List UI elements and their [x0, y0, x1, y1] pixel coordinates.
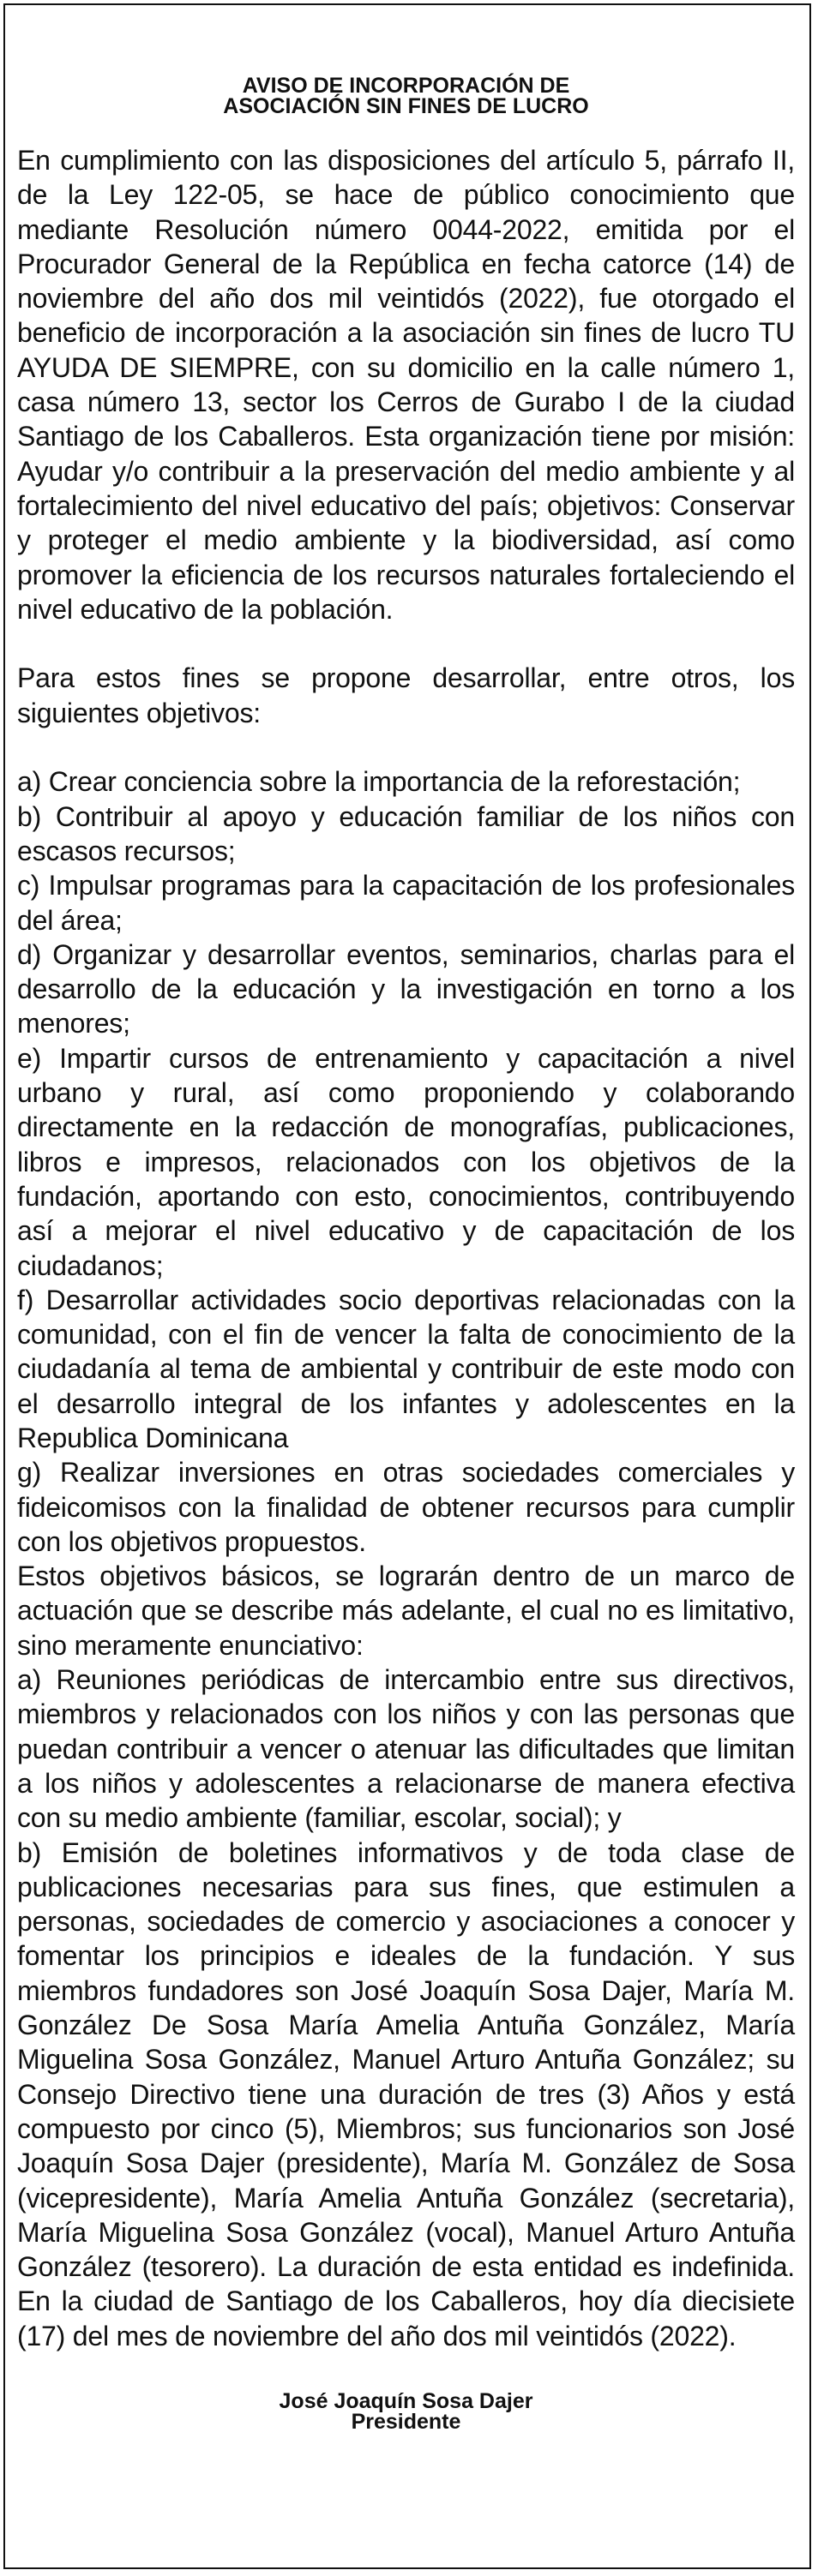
notice-body: [17, 143, 795, 2353]
means-item-b: b) Emisión de boletines informativos y de toda clase de publicaciones necesarias para sus fines, que estimulen a personas, sociedades de comercio y asociaciones a conocer y fomentar los principios e ideales de la fundación. Y sus miembros fundadores son José Joaquín Sosa Dajer, María M. González De Sosa María Amelia Antuña González, María Miguelina Sosa González, Manuel Arturo Antuña González; su Consejo Directivo tiene una duración de tres (3) Años y está compuesto por cinco (5), Miembros; sus funcionarios son José Joaquín Sosa Dajer (presidente), María M. González de Sosa (vicepresidente), María Amelia Antuña González (secretaria), María Miguelina Sosa González (vocal), Manuel Arturo Antuña González (tesorero). La duración de esta entidad es indefinida. En la ciudad de Santiago de los Caballeros, hoy día diecisiete (17) del mes de noviembre del año dos mil veintidós (2022).: [17, 1836, 795, 2351]
objective-item-f: f) Desarrollar actividades socio deportivas relacionadas con la comunidad, con el fin de vencer la falta de conocimiento de la ciudadanía al tema de ambiental y contribuir de este modo con el desarrollo integral de los infantes y adolescentes en la Republica Dominicana: [17, 1284, 795, 1453]
notice-title: [17, 75, 795, 117]
paragraph-spacer: [17, 730, 795, 764]
notice-title-line-2: ASOCIACIÓN SIN FINES DE LUCRO: [223, 94, 589, 118]
intro-paragraph: En cumplimiento con las disposiciones del artículo 5, párrafo II, de la Ley 122-05, se hace de público conocimiento que mediante Resolución número 0044-2022, emitida por el Procurador General de la República en fecha catorce (14) de noviembre del año dos mil veintidós (2022), fue otorgado el beneficio de incorporación a la asociación sin fines de lucro TU AYUDA DE SIEMPRE, con su domicilio en la calle número 1, casa número 13, sector los Cerros de Gurabo I de la ciudad Santiago de los Caballeros. Esta organización tiene por misión: Ayudar y/o contribuir a la preservación del medio ambiente y al fortalecimiento del nivel educativo del país; objetivos: Conservar y proteger el medio ambiente y la biodiversidad, así como promover la eficiencia de los recursos naturales fortaleciendo el nivel educativo de la población.: [17, 145, 795, 625]
means-intro: Estos objetivos básicos, se lograrán dentro de un marco de actuación que se describe más adelante, el cual no es limitativo, sino meramente enunciativo:: [17, 1561, 795, 1661]
paragraph-spacer: [17, 626, 795, 661]
means-item-a: a) Reuniones periódicas de intercambio entre sus directivos, miembros y relacionados con los niños y con las personas que puedan contribuir a vencer o atenuar las dificultades que limitan a los niños y adolescentes a relacionarse de manera efectiva con su medio ambiente (familiar, escolar, social); y: [17, 1664, 795, 1834]
signer-title: Presidente: [351, 2410, 461, 2434]
notice-content: [17, 75, 795, 2432]
objective-item-e: e) Impartir cursos de entrenamiento y capacitación a nivel urbano y rural, así como proponiendo y colaborando directamente en la redacción de monografías, publicaciones, libros e impresos, relacionados con los objetivos de la fundación, aportando con esto, conocimientos, contribuyendo así a mejorar el nivel educativo y de capacitación de los ciudadanos;: [17, 1042, 795, 1281]
objective-item-b: b) Contribuir al apoyo y educación familiar de los niños con escasos recursos;: [17, 800, 795, 866]
signature-block: [17, 2391, 795, 2432]
objective-item-c: c) Impulsar programas para la capacitación de los profesionales del área;: [17, 870, 795, 936]
signer-name: José Joaquín Sosa Dajer: [279, 2389, 533, 2413]
objectives-intro: Para estos fines se propone desarrollar, entre otros, los siguientes objetivos:: [17, 662, 795, 728]
objective-item-g: g) Realizar inversiones en otras sociedades comerciales y fideicomisos con la finalidad de obtener recursos para cumplir con los objetivos propuestos.: [17, 1457, 795, 1557]
notice-title-line-1: AVISO DE INCORPORACIÓN DE: [242, 74, 570, 98]
objective-item-d: d) Organizar y desarrollar eventos, seminarios, charlas para el desarrollo de la educación y la investigación en torno a los menores;: [17, 938, 795, 1039]
objective-item-a: a) Crear conciencia sobre la importancia de la reforestación;: [17, 766, 741, 798]
